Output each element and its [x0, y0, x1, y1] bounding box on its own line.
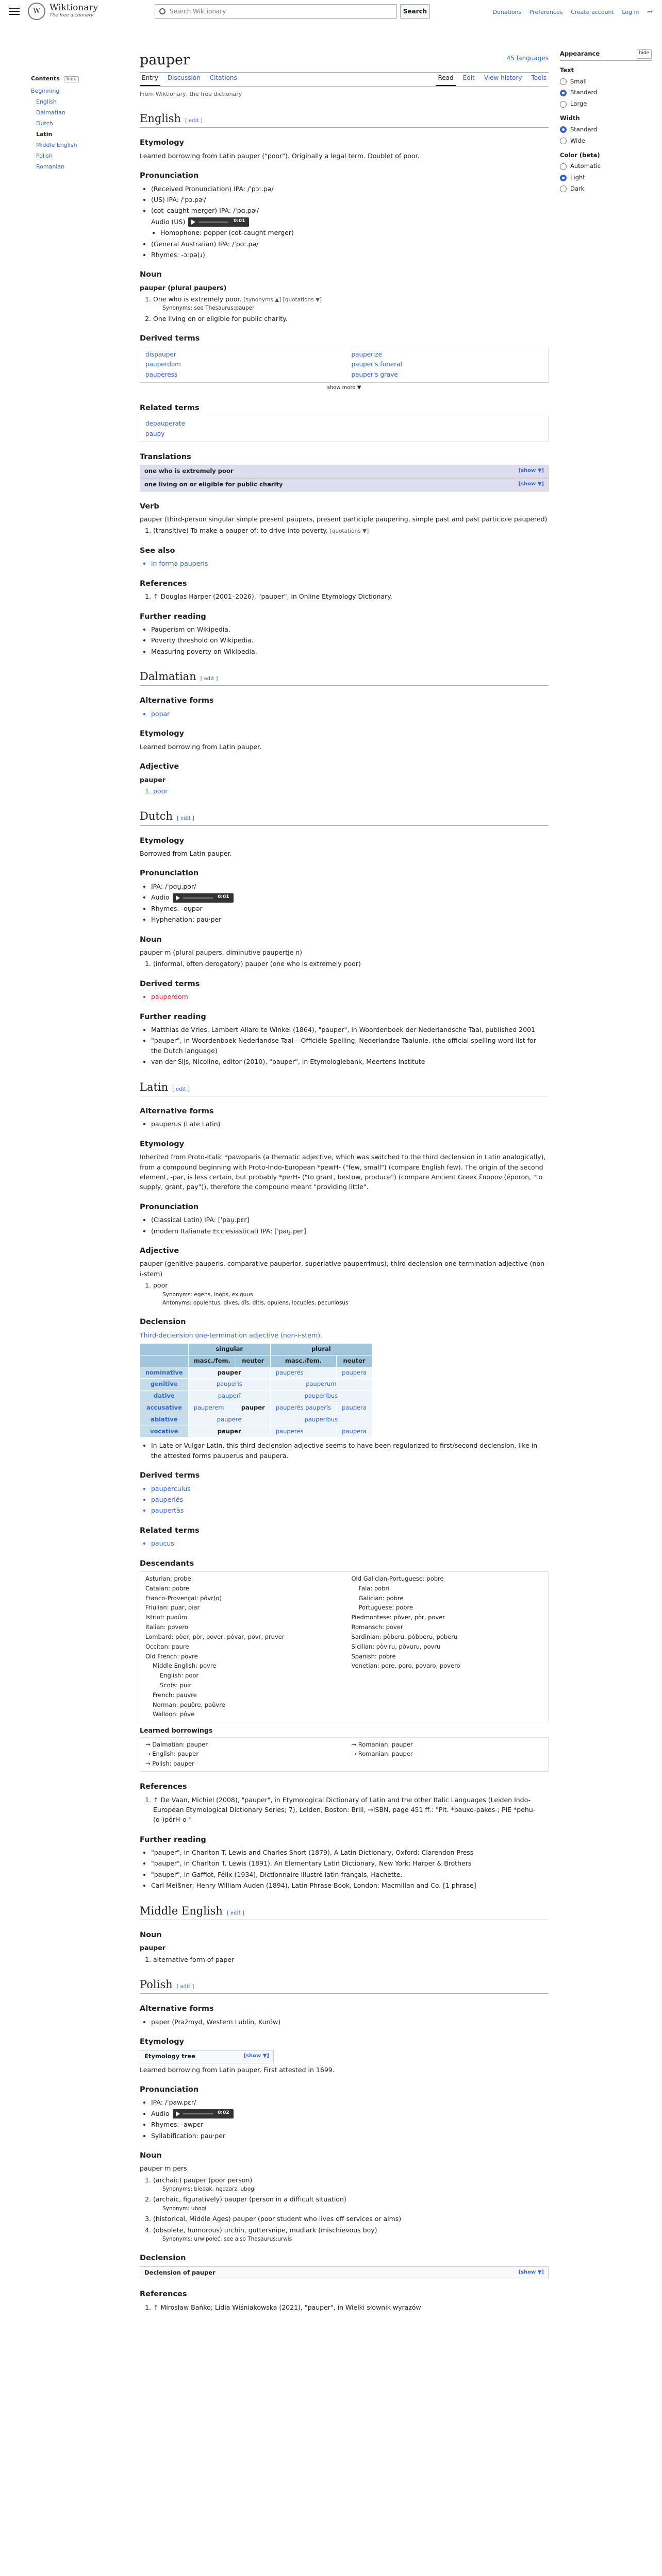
list-item: • Rhymes: -ɔːpə(ɹ): [151, 250, 549, 260]
list-item[interactable]: • paucus: [151, 1538, 549, 1548]
table-row: genitive pauperis pauperum: [140, 1379, 372, 1391]
language-selector[interactable]: 45 languages: [506, 55, 549, 62]
list-item: • Syllabification: pau‧per: [151, 2131, 549, 2141]
heading-descendants: Descendants: [140, 1559, 194, 1568]
heading-middle-english: Middle English [ edit ]: [140, 1904, 549, 1920]
sense-list: [153, 526, 549, 535]
list-item: → Romanian: pauper: [351, 1740, 413, 1748]
heading-alternative-forms: Alternative forms: [140, 697, 214, 705]
audio-player[interactable]: 0:01: [188, 217, 249, 227]
list-item: Fala: pobri: [358, 1584, 390, 1592]
sense[interactable]: 1. poor: [153, 786, 549, 796]
list-item[interactable]: • popar: [151, 709, 549, 719]
list-item: • van der Sijs, Nicoline, editor (2010), "pauper", in Etymologiebank, Meertens Institute: [151, 1057, 549, 1066]
list-item: • Pauperism on Wikipedia.: [151, 624, 549, 634]
list-item: Venetian: pore, poro, povaro, povero: [351, 1662, 460, 1670]
sense: 3. (historical, Middle Ages) pauper (poor student who lives off services or alms): [153, 2214, 549, 2224]
heading-noun: Noun: [140, 1930, 162, 1939]
heading-alternative-forms: Alternative forms: [140, 1107, 214, 1115]
list-item: • IPA: /ˈpaw.pɛr/: [151, 2097, 549, 2107]
declension-table: singular plural masc./fem. neuter masc./fem. neuter nominative pauper pauperēs paupera genitive pauperis pauperum dative pauperī pauperibus accusative pauperem pauper pauperēs pauperīs paupera ablative pauperē pauperibus vocative pauper pauperēs paupera: [140, 1343, 372, 1438]
list-item: • (US) IPA: /ˈpɔ.pɚ/: [151, 195, 549, 205]
list-item: Asturian: probe: [145, 1575, 191, 1583]
list-item: Spanish: pobre: [351, 1652, 396, 1660]
table-row: accusative pauperem pauper pauperēs pauperīs paupera: [140, 1402, 372, 1414]
list-item: • Measuring poverty on Wikipedia.: [151, 647, 549, 656]
page-tabs: [140, 73, 549, 87]
edit-link[interactable]: [ edit ]: [177, 816, 194, 822]
heading-english: English [ edit ]: [140, 112, 549, 128]
toc-item[interactable]: Dalmatian: [36, 109, 65, 116]
headword-line: pauper (third-person singular simple present paupers, present participle paupering, simple past and past participle paupered): [140, 515, 548, 523]
sense: 2. (archaic, figuratively) pauper (person in a difficult situation) Synonym: ubogi: [153, 2194, 549, 2213]
edit-link[interactable]: [ edit ]: [226, 1910, 244, 1916]
list-item[interactable]: • in forma pauperis: [151, 558, 549, 568]
list-item: • (Classical Latin) IPA: [ˈpau̯.pɛr]: [151, 1215, 549, 1225]
list-item[interactable]: pauperize: [351, 350, 383, 358]
heading-adjective: Adjective: [140, 762, 179, 771]
table-row: nominative pauper pauperēs paupera: [140, 1367, 372, 1379]
list-item: Walloon: pôve: [153, 1710, 195, 1718]
declension-box[interactable]: Declension of pauper [show ▼]: [140, 2266, 549, 2280]
list-item: • (General Australian) IPA: /ˈpoː.pə/: [151, 239, 549, 249]
width-wide-radio[interactable]: Wide: [560, 137, 652, 146]
tab-tools[interactable]: Tools: [531, 74, 547, 82]
heading-derived-terms: Derived terms: [140, 1471, 200, 1480]
etymology-text: Learned borrowing from Latin pauper.: [140, 742, 262, 751]
heading-dalmatian: Dalmatian [ edit ]: [140, 670, 549, 686]
heading-declension: Declension: [140, 1318, 186, 1327]
list-item: • (cot–caught merger) IPA: /ˈpɑ.pɚ/: [151, 206, 549, 215]
headword-line: pauper (genitive pauperis, comparative pauperior, superlative pauperrimus); third declension one-termination adjective (non-i-stem): [140, 1260, 547, 1278]
list-item: • Carl Meißner; Henry William Auden (1894), Latin Phrase-Book, London: Macmillan and Co. [1 phrase]: [151, 1880, 549, 1890]
sense: 1. (informal, often derogatory) pauper (one who is extremely poor): [153, 959, 549, 969]
reference: 1. ↑ Douglas Harper (2001–2026), "pauper", in Online Etymology Dictionary.: [153, 591, 549, 601]
toc-item[interactable]: English: [36, 98, 57, 105]
toc-item[interactable]: Romanian: [36, 163, 65, 170]
synonyms-line: Synonyms: egens, inops, exiguus: [162, 1291, 253, 1298]
color-automatic-radio[interactable]: Automatic: [560, 162, 652, 171]
heading-further-reading: Further reading: [140, 1835, 206, 1844]
table-row: dative pauperī pauperibus: [140, 1391, 372, 1402]
list-item: • (modern Italianate Ecclesiastical) IPA: [ˈpau̯.per]: [151, 1226, 549, 1236]
site-tagline: The free dictionary: [49, 13, 94, 19]
edit-link[interactable]: [ edit ]: [176, 1984, 194, 1990]
sense: 1. One who is extremely poor. [synonyms ▲] [quotations ▼] Synonyms: see Thesaurus:pauper: [153, 294, 549, 313]
list-item: Catalan: pobre: [145, 1584, 189, 1592]
list-item: • "pauper", in Charlton T. Lewis and Charles Short (1879), A Latin Dictionary, Oxford: Clarendon Press: [151, 1848, 549, 1857]
list-item: • Audio 0:02: [151, 2109, 549, 2119]
list-item: Old Galician-Portuguese: pobre: [351, 1575, 444, 1583]
site-name: Wiktionary: [49, 3, 98, 13]
heading-etymology: Etymology: [140, 730, 185, 738]
list-item: English: poor: [160, 1672, 199, 1680]
list-item: Istriot: puoûro: [145, 1614, 188, 1621]
list-item: • "pauper", in Woordenboek Nederlandse Taal – Officiële Spelling, Nederlandse Taalunie. (the official spelling word list for the Dutch language): [151, 1036, 549, 1056]
preferences-link[interactable]: Preferences: [529, 9, 563, 15]
heading-pronunciation: Pronunciation: [140, 869, 199, 878]
list-item[interactable]: dispauper: [145, 350, 176, 358]
main-content: [140, 49, 549, 2314]
heading-further-reading: Further reading: [140, 1012, 206, 1021]
audio-player[interactable]: 0:01: [173, 893, 234, 903]
toc-hide-button[interactable]: hide: [64, 76, 79, 82]
list-item[interactable]: • pauperdom: [151, 992, 549, 1002]
heading-alternative-forms: Alternative forms: [140, 2005, 214, 2013]
declension-note: Third-declension one-termination adjective (non-i-stem).: [140, 1331, 322, 1339]
color-light-radio[interactable]: Light: [560, 173, 652, 182]
edit-link[interactable]: [ edit ]: [200, 676, 218, 682]
list-item: Sicilian: pòviru, pòvuru, povru: [351, 1642, 441, 1650]
list-item[interactable]: pauperess: [145, 370, 178, 378]
site-header: [0, 0, 662, 23]
heading-polish: Polish [ edit ]: [140, 1978, 549, 1994]
list-item: Middle English: povre: [153, 1662, 217, 1670]
list-item: Audio (US) 0:01: [151, 217, 549, 227]
color-title: Color (beta): [560, 151, 600, 159]
list-item[interactable]: pauper's funeral: [351, 361, 402, 368]
sense: 1. (archaic) pauper (poor person) Synonyms: biedak, nędzarz, ubogi: [153, 2175, 549, 2194]
translation-box[interactable]: one living on or eligible for public charity [show ▼]: [140, 478, 549, 492]
text-large-radio[interactable]: Large: [560, 99, 652, 109]
list-item[interactable]: depauperate: [145, 420, 185, 428]
etymology-text: Learned borrowing from Latin pauper. First attested in 1699.: [140, 2065, 335, 2074]
list-item[interactable]: • pauperiēs: [151, 1495, 549, 1504]
appearance-title: Appearance: [560, 50, 600, 57]
play-icon: [191, 219, 195, 225]
toc-item[interactable]: Beginning: [31, 87, 60, 94]
toc-item[interactable]: Dutch: [36, 120, 53, 127]
heading-pronunciation: Pronunciation: [140, 172, 199, 180]
list-item: Portuguese: pobre: [358, 1604, 413, 1612]
search-icon: [159, 8, 166, 14]
search-button[interactable]: Search: [400, 4, 430, 19]
list-item: Lombard: pòer, pòr, pover, pòvar, povr, pruver: [145, 1633, 285, 1640]
list-item: • "pauper", in Gaffiot, Félix (1934), Dictionnaire illustré latin-français, Hachette.: [151, 1870, 549, 1879]
heading-derived-terms: Derived terms: [140, 979, 200, 988]
table-row: vocative pauper pauperēs paupera: [140, 1426, 372, 1437]
list-item: • Rhymes: -awpɛr: [151, 2120, 549, 2129]
reference: 1. ↑ Mirosław Bańko; Lidia Wiśniakowska (2021), "pauper", in Wielki słownik wyrazów: [153, 2302, 549, 2312]
etymology-text: Borrowed from Latin pauper.: [140, 850, 232, 858]
sense: 1. poor Synonyms: egens, inops, exiguus Antonyms: opulentus, dives, dīs, ditis, opulens, locuples, pecuniosus: [153, 1280, 549, 1307]
heading-etymology: Etymology: [140, 836, 185, 845]
list-item: • Matthias de Vries, Lambert Allard te Winkel (1864), "pauper", in Woordenboek der Nederlandsche Taal, published 2001: [151, 1025, 549, 1035]
list-item: • paper (Prażmyd, Western Lublin, Kurów): [151, 2017, 549, 2027]
appearance-panel: [560, 49, 652, 196]
appearance-hide-button[interactable]: hide: [637, 49, 652, 59]
list-item: • Audio 0:01: [151, 892, 549, 903]
list-item: • In Late or Vulgar Latin, this third declension adjective seems to have been regularized to first/second declension, like in the attested forms pauperus and paupera.: [151, 1440, 549, 1461]
list-item[interactable]: paupy: [145, 430, 165, 437]
headword-line: pauper: [140, 1944, 166, 1952]
list-item: Piedmontese: pòver, pòr, pover: [351, 1614, 445, 1621]
width-standard-radio[interactable]: Standard: [560, 125, 652, 134]
heading-declension: Declension: [140, 2254, 186, 2263]
list-item: Occitan: paure: [145, 1642, 189, 1650]
list-item: • "pauper", in Charlton T. Lewis (1891), An Elementary Latin Dictionary, New York: Harper & Brothers: [151, 1858, 549, 1868]
edit-link[interactable]: [ edit ]: [185, 117, 203, 124]
site-wordmark[interactable]: [49, 3, 98, 20]
sense: 1. alternative form of paper: [153, 1955, 549, 1964]
list-item: → English: pauper: [145, 1750, 199, 1758]
tab-entry[interactable]: Entry: [140, 73, 160, 86]
tab-view-history[interactable]: View history: [484, 74, 522, 82]
heading-pronunciation: Pronunciation: [140, 2085, 199, 2094]
list-item: • Homophone: popper (cot-caught merger): [160, 228, 549, 238]
tab-citations[interactable]: Citations: [209, 74, 237, 82]
sense: 1. (transitive) To make a pauper of; to drive into poverty. [quotations ▼]: [153, 526, 549, 535]
list-item: → Dalmatian: pauper: [145, 1740, 208, 1748]
list-item[interactable]: pauper's grave: [351, 370, 398, 378]
text-size-title: Text: [560, 66, 574, 74]
list-item: Franco-Provençal: pôvr(o): [145, 1594, 222, 1602]
list-item: Romansch: pover: [351, 1623, 403, 1631]
list-item: • (Received Pronunciation) IPA: /ˈpɔː.pə/: [151, 184, 549, 194]
list-item: French: pauvre: [153, 1691, 197, 1699]
list-item: Sardinian: pòberu, pòbberu, poberu: [351, 1633, 458, 1640]
text-standard-radio[interactable]: Standard: [560, 88, 652, 97]
heading-etymology: Etymology: [140, 1140, 185, 1148]
edit-link[interactable]: [ edit ]: [172, 1086, 190, 1092]
from-wiktionary: From Wiktionary, the free dictionary: [140, 90, 242, 97]
synonyms-line: Synonyms: see Thesaurus:pauper: [162, 305, 255, 312]
etymology-tree-box[interactable]: Etymology tree [show ▼]: [140, 2050, 274, 2063]
sense-list: [153, 294, 549, 324]
list-item: Scots: puir: [160, 1681, 192, 1689]
list-item: • pauperus (Late Latin): [151, 1119, 549, 1129]
heading-further-reading: Further reading: [140, 612, 206, 621]
list-item[interactable]: • paupertās: [151, 1505, 549, 1515]
list-item[interactable]: • pauperculus: [151, 1484, 549, 1494]
create-account-link[interactable]: Create account: [570, 9, 614, 15]
list-item: → Romanian: pauper: [351, 1750, 413, 1758]
heading-references: References: [140, 579, 187, 588]
personal-links: [487, 8, 653, 16]
learned-borrowings-box: [140, 1737, 549, 1772]
toc-item[interactable]: Middle English: [36, 141, 77, 148]
list-item: • Hyphenation: pau‧per: [151, 914, 549, 924]
tab-read[interactable]: Read: [436, 73, 455, 86]
list-item: • Poverty threshold on Wikipedia.: [151, 635, 549, 645]
heading-related-terms: Related terms: [140, 1526, 200, 1535]
heading-adjective: Adjective: [140, 1246, 179, 1255]
main-menu-icon[interactable]: [9, 8, 20, 15]
heading-dutch: Dutch [ edit ]: [140, 809, 549, 825]
sense: 4. (obsolete, humorous) urchin, guttersnipe, mudlark (mischievous boy) Synonyms: urwipołeć, see also Thesaurus:urwis: [153, 2225, 549, 2244]
toc-item[interactable]: Polish: [36, 152, 53, 159]
list-item: Old French: povre: [145, 1652, 198, 1660]
learned-borrowings-title: Learned borrowings: [140, 1726, 213, 1735]
heading-see-also: See also: [140, 546, 175, 555]
list-item: Italian: povero: [145, 1623, 188, 1631]
tab-edit[interactable]: Edit: [462, 74, 475, 82]
derived-terms-box: [140, 347, 549, 383]
related-terms-box: [140, 416, 549, 442]
etymology-text: Inherited from Proto-Italic *pawoparis (a thematic adjective, which was switched to the third declension in Latin analogically), from a compound beginning with Proto-Indo-European *pewH- ("few, small") (compare English few). The origin of the second element, -par, is less certain, but probably *perH- ("to grant, bestow, produce") (compare Ancient Greek ἔπορον (époron, "to supply, grant, pay")), therefore the compound meant "providing little".: [140, 1153, 546, 1191]
heading-translations: Translations: [140, 452, 191, 461]
list-item: • IPA: /ˈpɑu̯.pər/: [151, 882, 549, 891]
descendants-box: [140, 1571, 549, 1722]
width-title: Width: [560, 114, 580, 122]
heading-related-terms: Related terms: [140, 403, 200, 412]
show-more-button[interactable]: show more ▼: [140, 382, 549, 393]
tab-discussion[interactable]: Discussion: [167, 74, 201, 82]
antonyms-line: Antonyms: opulentus, dives, dīs, ditis, opulens, locuples, pecuniosus: [162, 1299, 349, 1306]
heading-noun: Noun: [140, 935, 162, 944]
toc-title: Contents hide: [31, 74, 113, 83]
heading-etymology: Etymology: [140, 2038, 185, 2046]
headword-line: pauper: [140, 775, 166, 784]
toc-item[interactable]: Latin: [36, 130, 53, 138]
table-row: ablative pauperē pauperibus: [140, 1414, 372, 1426]
pronunciation-list: [151, 184, 549, 260]
text-small-radio[interactable]: Small: [560, 77, 652, 87]
play-icon: [176, 2111, 180, 2116]
color-dark-radio[interactable]: Dark: [560, 184, 652, 194]
sense: 2. One living on or eligible for public charity.: [153, 314, 549, 324]
more-options-icon[interactable]: ⋯: [647, 9, 653, 15]
list-item: Galician: pobre: [358, 1594, 404, 1602]
headword-line: pauper m pers: [140, 2164, 187, 2173]
wiktionary-logo[interactable]: W: [28, 3, 45, 20]
translation-box[interactable]: one who is extremely poor [show ▼]: [140, 465, 549, 478]
heading-latin: Latin [ edit ]: [140, 1080, 549, 1096]
play-icon: [176, 895, 180, 901]
list-item: Norman: pouôre, paûvre: [153, 1701, 225, 1708]
heading-references: References: [140, 2290, 187, 2299]
login-link[interactable]: Log in: [622, 9, 639, 15]
table-of-contents: [31, 74, 113, 172]
headword-line: pauper m (plural paupers, diminutive paupertje n): [140, 948, 303, 957]
page-title: pauper 45 languages: [140, 49, 549, 73]
heading-pronunciation: Pronunciation: [140, 1202, 199, 1211]
heading-derived-terms: Derived terms: [140, 334, 200, 343]
list-item: Friulian: puar, piar: [145, 1604, 200, 1612]
audio-player[interactable]: 0:02: [173, 2109, 234, 2119]
etymology-text: Learned borrowing from Latin pauper ("poor"). Originally a legal term. Doublet of poor.: [140, 151, 420, 160]
list-item: → Polish: pauper: [145, 1760, 194, 1768]
donations-link[interactable]: Donations: [492, 9, 522, 15]
heading-noun: Noun: [140, 270, 162, 279]
search-input[interactable]: Search Wiktionary: [155, 4, 397, 19]
heading-references: References: [140, 1783, 187, 1791]
headword-line: pauper (plural paupers): [140, 283, 227, 292]
heading-etymology: Etymology: [140, 139, 185, 147]
reference: 1. ↑ De Vaan, Michiel (2008), "pauper", in Etymological Dictionary of Latin and the other Italic Languages (Leiden Indo-European Etymological Dictionary Series; 7), Leiden, Boston: Brill, →ISBN, page 451 ff.: "Pit. *pauxo-pakes-; PIE *pehu-(o-)pōrH-o-": [153, 1795, 549, 1825]
heading-noun: Noun: [140, 2151, 162, 2160]
list-item: • Rhymes: -ɑu̯pər: [151, 904, 549, 913]
list-item[interactable]: pauperdom: [145, 361, 181, 368]
heading-verb: Verb: [140, 502, 159, 511]
